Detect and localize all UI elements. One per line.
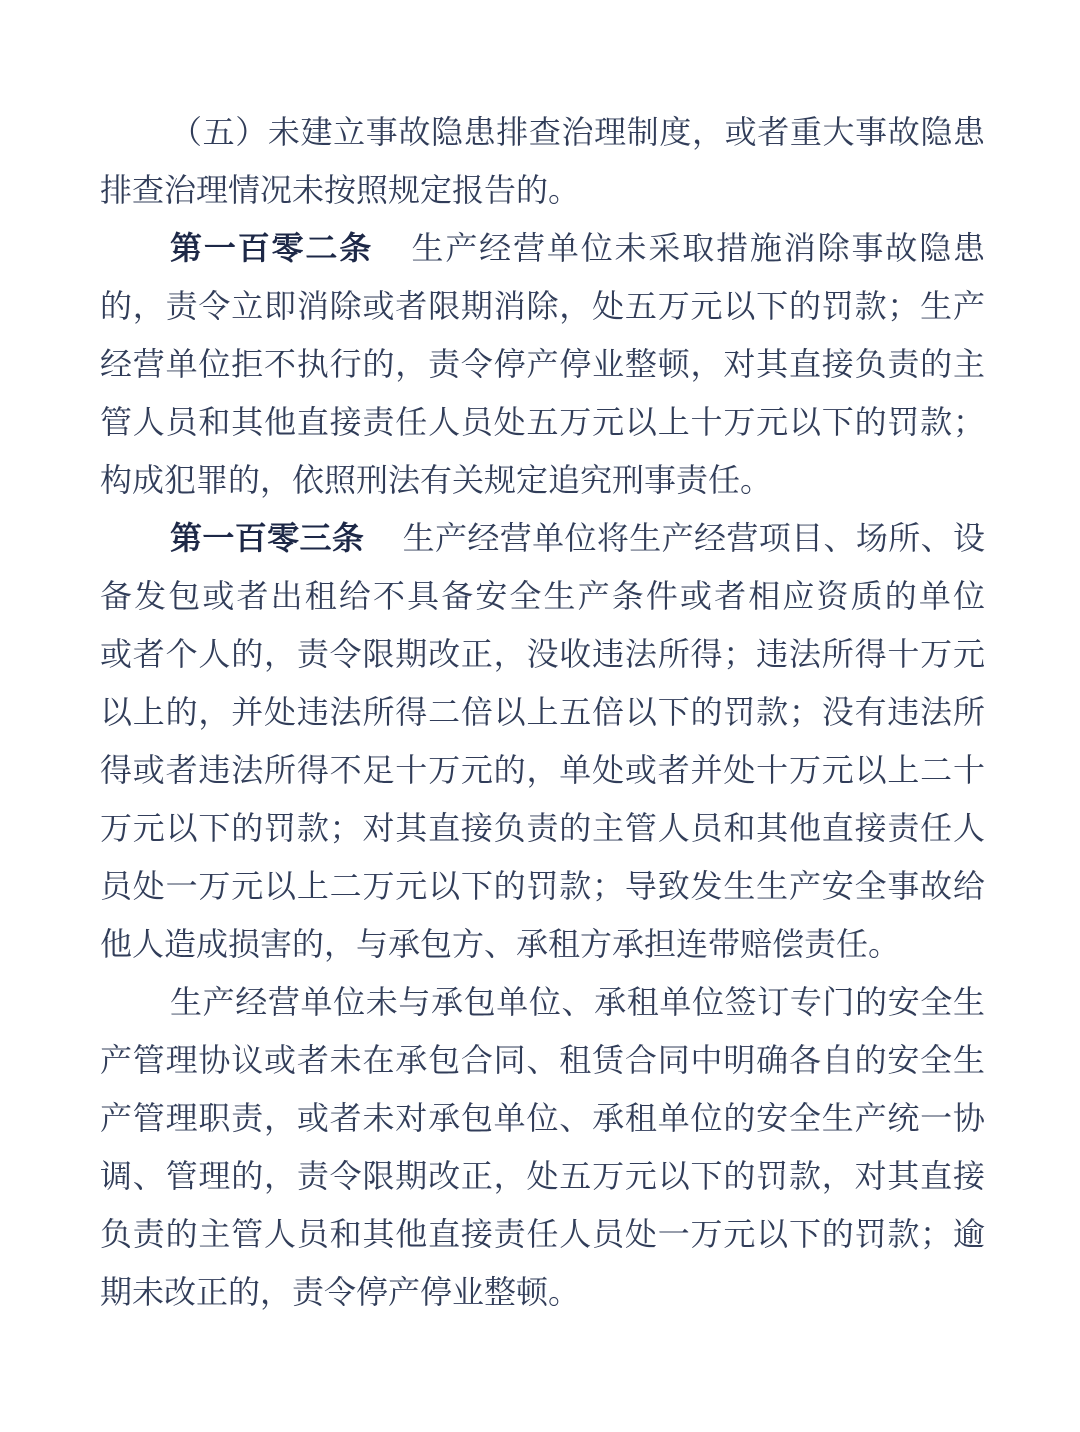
line-text: 生产经营单位未采取措施消除事故隐患	[411, 230, 985, 266]
line-text: 产管理协议或者未在承包合同、租赁合同中明确各自的安全生	[100, 1042, 985, 1078]
line-text: 生产经营单位未与承包单位、承租单位签订专门的安全生	[170, 984, 985, 1020]
line-text: （五）未建立事故隐患排查治理制度，或者重大事故隐患	[170, 114, 985, 150]
text-line	[100, 625, 985, 683]
text-line	[100, 393, 985, 451]
line-text: 万元以下的罚款；对其直接负责的主管人员和其他直接责任人	[100, 810, 985, 846]
line-text: 排查治理情况未按照规定报告的。	[100, 172, 581, 208]
line-text: 生产经营单位将生产经营项目、场所、设	[402, 520, 985, 556]
line-text: 得或者违法所得不足十万元的，单处或者并处十万元以上二十	[100, 752, 985, 788]
text-line	[100, 915, 985, 973]
line-text: 的，责令立即消除或者限期消除，处五万元以下的罚款；生产	[100, 288, 985, 324]
statute-text-block	[100, 103, 985, 1321]
line-text: 管人员和其他直接责任人员处五万元以上十万元以下的罚款；	[100, 404, 985, 440]
text-line	[100, 1031, 985, 1089]
text-line	[100, 1263, 985, 1321]
line-text: 员处一万元以上二万元以下的罚款；导致发生生产安全事故给	[100, 868, 985, 904]
text-line	[100, 799, 985, 857]
text-line	[100, 1147, 985, 1205]
text-line	[100, 683, 985, 741]
line-text: 构成犯罪的，依照刑法有关规定追究刑事责任。	[100, 462, 773, 498]
article-number: 第一百零三条	[170, 520, 365, 556]
text-line	[100, 857, 985, 915]
text-line	[100, 277, 985, 335]
line-text: 经营单位拒不执行的，责令停产停业整顿，对其直接负责的主	[100, 346, 985, 382]
text-line	[100, 219, 985, 277]
text-line	[100, 973, 985, 1031]
text-line	[100, 567, 985, 625]
article-103-paragraph-2	[100, 973, 985, 1321]
line-text: 备发包或者出租给不具备安全生产条件或者相应资质的单位	[100, 578, 985, 614]
line-text: 他人造成损害的，与承包方、承租方承担连带赔偿责任。	[100, 926, 901, 962]
text-line	[100, 103, 985, 161]
line-text: 产管理职责，或者未对承包单位、承租单位的安全生产统一协	[100, 1100, 985, 1136]
line-text: 调、管理的，责令限期改正，处五万元以下的罚款，对其直接	[100, 1158, 985, 1194]
text-line	[100, 1089, 985, 1147]
article-103	[100, 509, 985, 973]
text-line	[100, 335, 985, 393]
article-number: 第一百零二条	[170, 230, 374, 266]
text-line	[100, 161, 985, 219]
article-102	[100, 219, 985, 509]
text-line	[100, 741, 985, 799]
text-line	[100, 1205, 985, 1263]
clause-item-5	[100, 103, 985, 219]
line-text: 以上的，并处违法所得二倍以上五倍以下的罚款；没有违法所	[100, 694, 985, 730]
line-text: 负责的主管人员和其他直接责任人员处一万元以下的罚款；逾	[100, 1216, 985, 1252]
line-text: 期未改正的，责令停产停业整顿。	[100, 1274, 581, 1310]
line-text: 或者个人的，责令限期改正，没收违法所得；违法所得十万元	[100, 636, 985, 672]
text-line	[100, 509, 985, 567]
text-line	[100, 451, 985, 509]
